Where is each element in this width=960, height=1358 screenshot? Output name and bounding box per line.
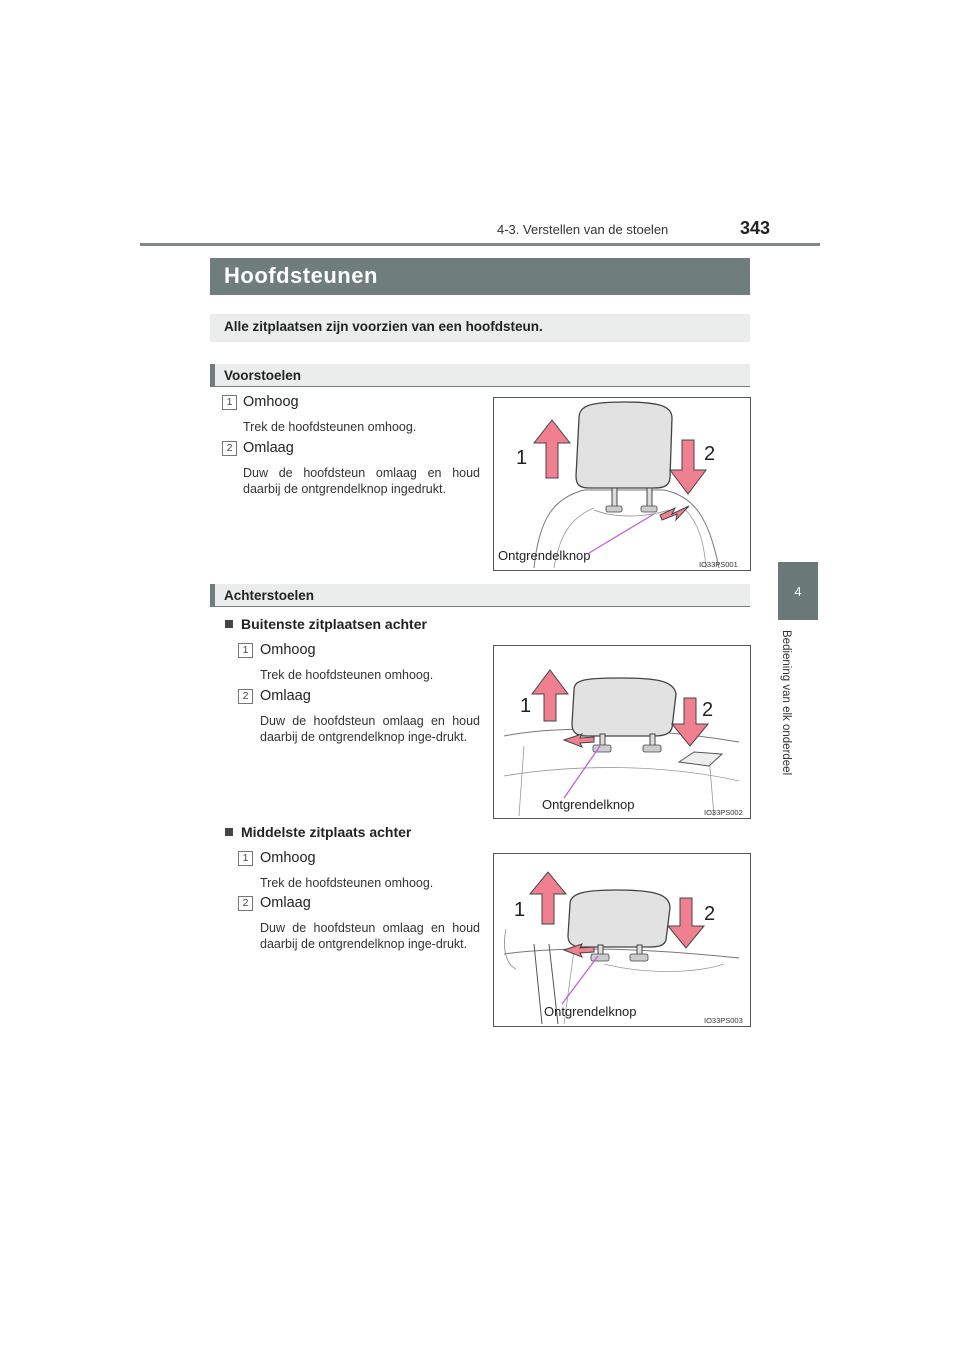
step-description: Trek de hoofdsteunen omhoog. xyxy=(260,668,434,682)
figure-callout: Ontgrendelknop xyxy=(542,797,635,812)
running-header: 4-3. Verstellen van de stoelen xyxy=(497,222,669,237)
step-description: Duw de hoofdsteun omlaag en houd daarbij de ontgrendelknop inge-drukt. xyxy=(260,714,480,744)
subsection-heading xyxy=(225,824,411,840)
figure-rear-outer-headrest xyxy=(493,645,751,819)
figure-rear-middle-headrest xyxy=(493,853,751,1027)
step-label: Omlaag xyxy=(260,895,311,911)
section-rear-seats xyxy=(210,584,750,607)
header-rule xyxy=(140,243,820,246)
step-number: 1 xyxy=(222,395,237,410)
step-number: 2 xyxy=(238,689,253,704)
arrow-number: 2 xyxy=(704,903,716,925)
page-title-bar xyxy=(210,258,750,295)
figure-callout: Ontgrendelknop xyxy=(498,548,591,563)
section-heading: Voorstoelen xyxy=(224,368,302,383)
intro-box xyxy=(210,314,750,342)
step-description: Duw de hoofdsteun omlaag en houd daarbij de ontgrendelknop ingedrukt. xyxy=(243,466,480,496)
intro-text: Alle zitplaatsen zijn voorzien van een hoofdsteun. xyxy=(224,319,543,334)
arrow-number: 2 xyxy=(702,699,714,721)
step-label: Omlaag xyxy=(260,688,311,704)
figure-callout: Ontgrendelknop xyxy=(544,1004,637,1019)
chapter-label-text: Bediening van elk onderdeel xyxy=(780,630,792,776)
step-number: 1 xyxy=(238,643,253,658)
step-label: Omhoog xyxy=(260,642,316,658)
subsection-heading-text: Buitenste zitplaatsen achter xyxy=(241,616,427,632)
section-front-seats xyxy=(210,364,750,387)
step-number: 2 xyxy=(238,896,253,911)
arrow-number: 2 xyxy=(704,443,716,465)
arrow-number: 1 xyxy=(520,695,532,717)
step-description: Duw de hoofdsteun omlaag en houd daarbij de ontgrendelknop inge-drukt. xyxy=(260,921,480,951)
page-number: 343 xyxy=(740,218,771,238)
square-bullet-icon xyxy=(225,620,233,628)
figure-code: IO33PS003 xyxy=(704,1016,743,1025)
square-bullet-icon xyxy=(225,828,233,836)
figure-code: IO33PS001 xyxy=(699,560,738,569)
figure-code: IO33PS002 xyxy=(704,808,743,817)
section-heading: Achterstoelen xyxy=(224,588,315,603)
step-label: Omhoog xyxy=(243,394,299,410)
step-number: 1 xyxy=(238,851,253,866)
step-label: Omlaag xyxy=(243,440,294,456)
subsection-heading-text: Middelste zitplaats achter xyxy=(241,824,412,840)
step-description: Trek de hoofdsteunen omhoog. xyxy=(260,876,434,890)
figure-front-headrest xyxy=(493,397,751,571)
step-description: Trek de hoofdsteunen omhoog. xyxy=(243,420,417,434)
step-number: 2 xyxy=(222,441,237,456)
subsection-heading xyxy=(225,616,427,632)
page-title: Hoofdsteunen xyxy=(224,263,378,288)
chapter-tab xyxy=(778,562,818,620)
arrow-number: 1 xyxy=(514,899,526,921)
arrow-number: 1 xyxy=(516,447,528,469)
chapter-side-label xyxy=(770,630,810,800)
chapter-number: 4 xyxy=(794,583,802,599)
step-label: Omhoog xyxy=(260,850,316,866)
